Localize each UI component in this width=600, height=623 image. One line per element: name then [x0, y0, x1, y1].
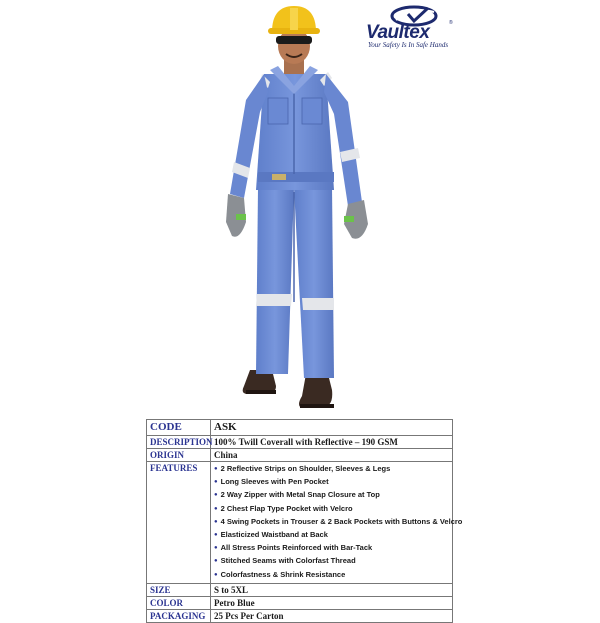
feature-item: ● Colorfastness & Shrink Resistance [214, 569, 346, 579]
spec-value: S to 5XL [211, 583, 453, 596]
feature-item: ● All Stress Points Reinforced with Bar-Tack [214, 543, 373, 553]
logo-brand-name: Vaultex [366, 22, 430, 43]
spec-row-description [147, 436, 453, 449]
hard-hat-icon [268, 6, 320, 34]
logo-tagline: Your Safety Is In Safe Hands [368, 41, 449, 49]
spec-row-code [147, 420, 453, 436]
feature-item: ● 2 Reflective Strips on Shoulder, Sleeves & Legs [214, 464, 391, 473]
feature-item: ● 2 Way Zipper with Metal Snap Closure at Top [214, 490, 380, 500]
coverall-torso [256, 66, 334, 190]
head [276, 28, 312, 74]
product-spec-table [146, 419, 463, 623]
spec-row-packaging [147, 609, 453, 622]
spec-label: CODE [147, 420, 211, 436]
spec-label: ORIGIN [147, 449, 211, 462]
spec-label: FEATURES [147, 462, 211, 584]
logo-registered-mark: ® [449, 20, 453, 26]
product-photo [210, 2, 380, 412]
spec-value: Petro Blue [211, 596, 453, 609]
chest-pocket-left [268, 98, 288, 124]
coverall-legs [256, 186, 334, 378]
spec-label: SIZE [147, 583, 211, 596]
chest-pocket-right [302, 98, 322, 124]
spec-row-size [147, 583, 453, 596]
safety-glasses [276, 36, 312, 44]
spec-row-origin [147, 449, 453, 462]
spec-label: DESCRIPTION [147, 436, 211, 449]
spec-row-color [147, 596, 453, 609]
spec-value: ASK [211, 420, 453, 436]
leg-reflective-strip-left [256, 294, 292, 306]
spec-label: COLOR [147, 596, 211, 609]
feature-item: ● Stitched Seams with Colorfast Thread [214, 556, 356, 566]
feature-item: ● Long Sleeves with Pen Pocket [214, 477, 329, 487]
features-list [214, 463, 463, 582]
feature-item: ● 2 Chest Flap Type Pocket with Velcro [214, 503, 353, 513]
feature-item: ● Elasticized Waistband at Back [214, 530, 328, 540]
spec-value: 100% Twill Coverall with Reflective – 190 GSM [211, 436, 453, 449]
belt-buckle [272, 174, 286, 180]
spec-row-features [147, 462, 453, 584]
spec-value: 25 Pcs Per Carton [211, 609, 453, 622]
feature-item: ● 4 Swing Pockets in Trouser & 2 Back Pockets with Buttons & Velcro [214, 516, 463, 526]
spec-value [211, 462, 463, 584]
spec-label: PACKAGING [147, 609, 211, 622]
leg-reflective-strip-right [302, 298, 334, 310]
spec-value: China [211, 449, 453, 462]
